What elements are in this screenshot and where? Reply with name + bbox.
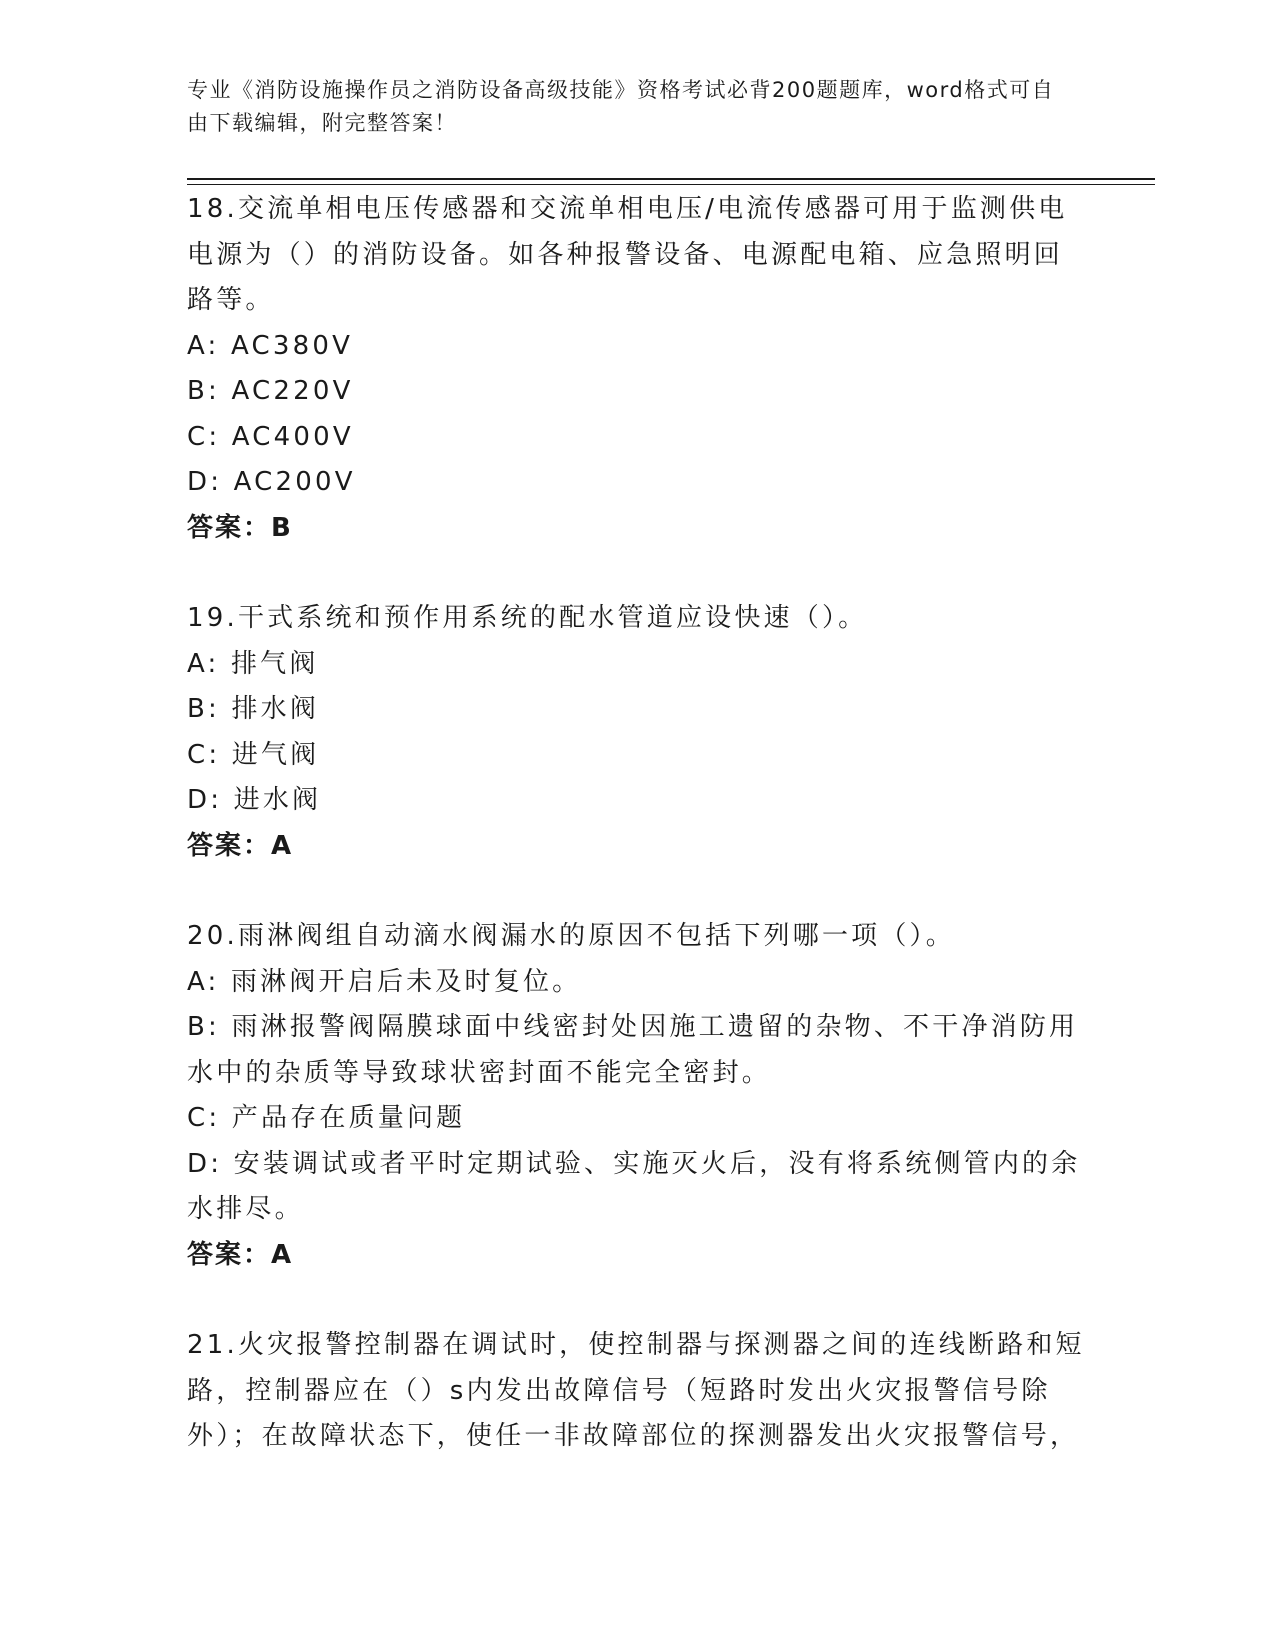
option-d: D: AC200V [187, 467, 356, 497]
option-d: D: 进水阀 [187, 785, 322, 815]
answer-label: 答案：A [187, 1239, 294, 1270]
spacer [187, 869, 1087, 914]
question-list [187, 187, 1087, 1460]
question-text: 18.交流单相电压传感器和交流单相电压/电流传感器可用于监测供电电源为（）的消防设备。如各种报警设备、电源配电箱、应急照明回路等。 [187, 194, 1068, 315]
option-c: C: AC400V [187, 421, 354, 452]
question-20 [187, 914, 1087, 1278]
answer-label: 答案：B [187, 512, 293, 543]
option-a: A: AC380V [187, 330, 354, 361]
question-19 [187, 596, 1087, 869]
option-b: B: AC220V [187, 376, 354, 406]
option-b: B: 雨淋报警阀隔膜球面中线密封处因施工遗留的杂物、不干净消防用水中的杂质等导致球状密封面不能完全密封。 [187, 1012, 1079, 1088]
option-a: A: 雨淋阀开启后未及时复位。 [187, 966, 582, 997]
option-d: D: 安装调试或者平时定期试验、实施灭火后，没有将系统侧管内的余水排尽。 [187, 1148, 1081, 1224]
option-c: C: 进气阀 [187, 739, 320, 770]
option-b: B: 排水阀 [187, 694, 320, 724]
question-18 [187, 187, 1087, 551]
question-text: 21.火灾报警控制器在调试时，使控制器与探测器之间的连线断路和短路，控制器应在（）s内发出故障信号（短路时发出火灾报警信号除外）；在故障状态下，使任一非故障部位的探测器发出火灾报警信号， [187, 1330, 1085, 1451]
spacer [187, 1278, 1087, 1323]
option-a: A: 排气阀 [187, 648, 319, 679]
question-text: 20.雨淋阀组自动滴水阀漏水的原因不包括下列哪一项（）。 [187, 921, 955, 951]
answer-label: 答案：A [187, 830, 294, 861]
header-rule-thin [187, 184, 1155, 185]
document-header: 专业《消防设施操作员之消防设备高级技能》资格考试必背200题题库，word格式可自由下载编辑，附完整答案！ [187, 78, 1055, 135]
question-text: 19.干式系统和预作用系统的配水管道应设快速（）。 [187, 603, 868, 633]
option-c: C: 产品存在质量问题 [187, 1103, 466, 1133]
spacer [187, 551, 1087, 596]
question-21 [187, 1323, 1087, 1460]
header-rule-thick [187, 178, 1155, 180]
